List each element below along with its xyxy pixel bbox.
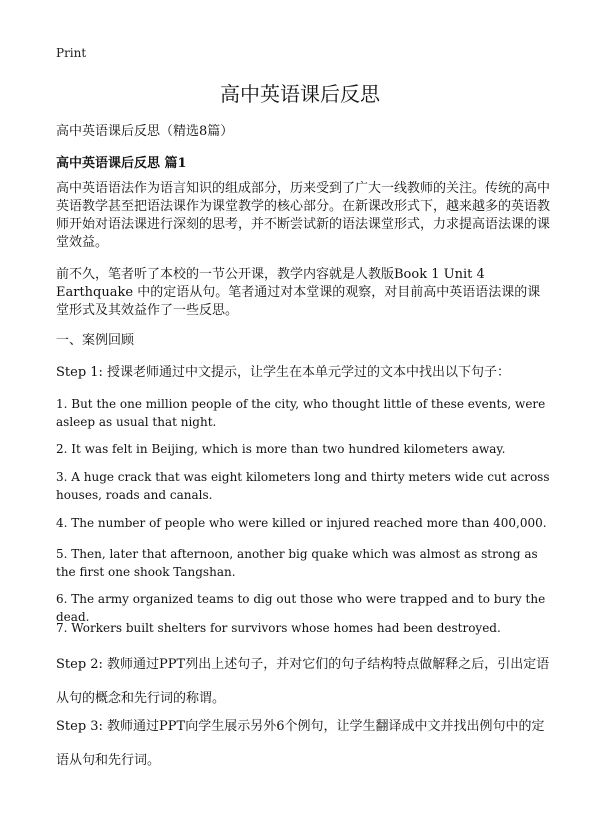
document-subtitle: 高中英语课后反思（精选8篇） [56,124,234,139]
example-sentence-6: 6. The army organized teams to dig out those who were trapped and to bury the dead. [56,592,546,624]
example-sentence-1: 1. But the one million people of the city, who thought little of these events, were asleep as usual that night. [56,397,546,429]
section-title: 高中英语课后反思 篇1 [56,156,187,171]
example-sentence-3: 3. A huge crack that was eight kilometers long and thirty meters wide cut across houses, roads and canals. [56,470,550,502]
step-2: Step 2: 教师通过PPT列出上述句子，并对它们的句子结构特点做解释之后，引出定语从句的概念和先行词的称谓。 [56,657,550,706]
example-sentence-4: 4. The number of people who were killed or injured reached more than 400,000. [56,516,547,530]
example-sentence-2: 2. It was felt in Beijing, which is more than two hundred kilometers away. [56,442,506,456]
example-sentence-7: 7. Workers built shelters for survivors whose homes had been destroyed. [56,621,501,635]
print-link[interactable]: Print [56,46,87,60]
document-title: 高中英语课后反思 [220,82,380,106]
paragraph-lesson: 前不久，笔者听了本校的一节公开课，教学内容就是人教版Book 1 Unit 4 Earthquake 中的定语从句。笔者通过对本堂课的观察，对目前高中英语语法课的课堂形式及其效益作了一些反思。 [56,267,541,318]
example-sentence-5: 5. Then, later that afternoon, another big quake which was almost as strong as the first one shook Tangshan. [56,547,538,579]
step-1: Step 1: 授课老师通过中文提示，让学生在本单元学过的文本中找出以下句子： [56,365,511,380]
step-3: Step 3: 教师通过PPT向学生展示另外6个例句，让学生翻译成中文并找出例句中的定语从句和先行词。 [56,719,545,768]
paragraph-intro: 高中英语语法作为语言知识的组成部分，历来受到了广大一线教师的关注。传统的高中英语教学甚至把语法课作为课堂教学的核心部分。在新课改形式下，越来越多的英语教师开始对语法课进行深刻的思考，并不断尝试新的语法课堂形式，力求提高语法课的课堂效益。 [56,181,551,250]
case-heading: 一、案例回顾 [56,333,135,348]
